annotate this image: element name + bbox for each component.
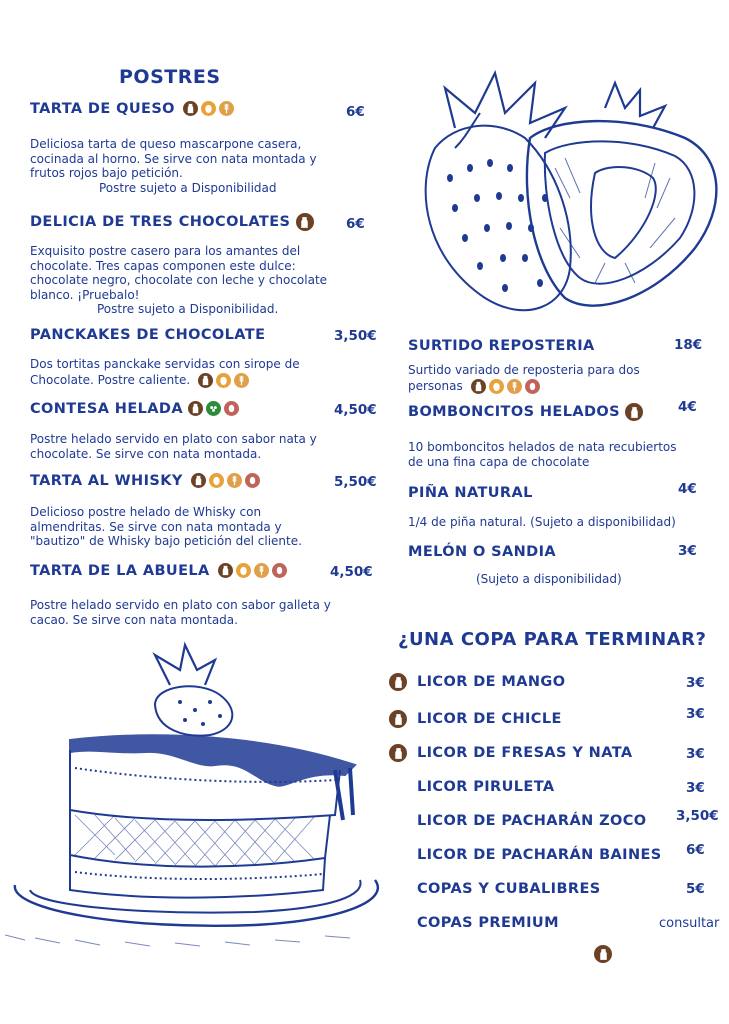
- item-name: PIÑA NATURAL: [408, 485, 533, 501]
- list-item: [388, 706, 728, 731]
- item-name: LICOR DE PACHARÁN ZOCO: [417, 813, 647, 829]
- milk-icon: [593, 944, 613, 964]
- milk-icon: [295, 212, 315, 232]
- egg-icon: [200, 100, 217, 117]
- item-price: 5,50€: [334, 474, 377, 490]
- section-title-postres: POSTRES: [119, 66, 221, 88]
- menu-item-pina-natural: [408, 481, 708, 502]
- menu-item-bomboncitos-helados: [408, 399, 708, 422]
- item-price: 3€: [686, 675, 705, 691]
- item-name: LICOR DE FRESAS Y NATA: [417, 745, 633, 761]
- allergen-icons: [217, 562, 288, 579]
- item-price: 3€: [686, 706, 705, 722]
- gluten-icon: [218, 100, 235, 117]
- cake-illustration: [5, 640, 395, 960]
- list-item: [388, 743, 728, 765]
- strawberry-illustration: [395, 68, 725, 330]
- gluten-icon: [253, 562, 270, 579]
- item-price: 3€: [686, 780, 705, 796]
- item-price: 4,50€: [330, 564, 373, 580]
- egg-icon: [208, 472, 225, 489]
- item-name: MELÓN O SANDIA: [408, 544, 556, 560]
- milk-icon: [624, 402, 644, 422]
- milk-icon: [187, 400, 204, 417]
- item-name: COPAS PREMIUM: [417, 915, 559, 931]
- item-description: Exquisito postre casero para los amantes del chocolate. Tres capas componen este dulce: chocolate negro, chocolate con leche y chocolate blanco. ¡Pruebalo! Postre sujeto a Disponibilidad.: [30, 244, 328, 316]
- item-price: 3€: [686, 746, 705, 762]
- item-price: 4,50€: [334, 402, 377, 418]
- allergen-icons: [470, 378, 541, 395]
- list-item: [388, 879, 728, 901]
- nut-icon: [223, 400, 240, 417]
- item-price: 6€: [686, 842, 705, 858]
- item-description: 1/4 de piña natural. (Sujeto a disponibilidad): [408, 515, 676, 529]
- milk-icon: [217, 562, 234, 579]
- gluten-icon: [226, 472, 243, 489]
- milk-icon: [197, 372, 214, 389]
- soy-icon: [205, 400, 222, 417]
- menu-item-tarta-de-queso: [30, 100, 370, 118]
- item-price: 18€: [674, 337, 703, 353]
- milk-icon: [190, 472, 207, 489]
- allergen-icons: [182, 100, 235, 117]
- egg-icon: [215, 372, 232, 389]
- item-name: LICOR DE MANGO: [417, 674, 566, 690]
- list-item: [388, 808, 728, 833]
- menu-item-melon-o-sandia: [408, 543, 708, 561]
- allergen-icons: [197, 372, 250, 389]
- list-item: [388, 672, 728, 694]
- menu-item-tarta-al-whisky: [30, 472, 375, 490]
- allergen-icons: [190, 472, 261, 489]
- milk-icon: [470, 378, 487, 395]
- nut-icon: [271, 562, 288, 579]
- item-name: DELICIA DE TRES CHOCOLATES: [30, 214, 291, 231]
- item-name: TARTA AL WHISKY: [30, 473, 183, 489]
- menu-item-surtido-reposteria: [408, 337, 708, 355]
- item-price: 4€: [678, 481, 697, 497]
- gluten-icon: [506, 378, 523, 395]
- item-price: 5€: [686, 881, 705, 897]
- menu-item-tarta-de-la-abuela: [30, 562, 375, 580]
- item-description: Delicioso postre helado de Whisky con almendritas. Se sirve con nata montada y "bautizo" de Whisky bajo petición del cliente.: [30, 505, 302, 548]
- item-name: CONTESA HELADA: [30, 401, 183, 417]
- item-price: 3€: [678, 543, 697, 559]
- menu-item-panckakes-chocolate: [30, 326, 375, 344]
- item-description: Deliciosa tarta de queso mascarpone casera, cocinada al horno. Se sirve con nata montada y frutos rojos bajo petición. Postre sujeto a Disponibilidad: [30, 137, 317, 195]
- item-description: Postre helado servido en plato con sabor galleta y cacao. Se sirve con nata montada.: [30, 598, 331, 627]
- item-price: 3,50€: [676, 808, 719, 824]
- list-item: [388, 913, 728, 935]
- egg-icon: [235, 562, 252, 579]
- menu-item-contesa-helada: [30, 400, 375, 418]
- item-price: consultar: [659, 916, 720, 931]
- item-name: LICOR PIRULETA: [417, 779, 555, 795]
- item-name: BOMBONCITOS HELADOS: [408, 404, 620, 421]
- item-name: COPAS Y CUBALIBRES: [417, 881, 601, 897]
- item-name: TARTA DE LA ABUELA: [30, 563, 210, 579]
- gluten-icon: [233, 372, 250, 389]
- list-item: [388, 777, 728, 799]
- item-price: 6€: [346, 104, 365, 120]
- item-name: LICOR DE PACHARÁN BAINES: [417, 847, 662, 863]
- item-note: (Sujeto a disponibilidad): [476, 572, 622, 586]
- allergen-icons: [295, 212, 315, 232]
- allergen-icons: [187, 400, 240, 417]
- nut-icon: [524, 378, 541, 395]
- item-name: TARTA DE QUESO: [30, 101, 175, 117]
- menu-item-delicia-tres-chocolates: [30, 212, 370, 232]
- section-title-copas: ¿UNA COPA PARA TERMINAR?: [398, 629, 707, 650]
- item-price: 3,50€: [334, 328, 377, 344]
- item-name: LICOR DE CHICLE: [417, 711, 562, 727]
- item-name: SURTIDO REPOSTERIA: [408, 338, 595, 354]
- item-description: 10 bomboncitos helados de nata recubiertos de una fina capa de chocolate: [408, 440, 677, 469]
- milk-icon: [182, 100, 199, 117]
- nut-icon: [244, 472, 261, 489]
- list-item: [388, 842, 728, 867]
- item-description: Surtido variado de reposteria para dos personas: [408, 363, 640, 393]
- item-price: 4€: [678, 399, 697, 415]
- item-description: Postre helado servido en plato con sabor nata y chocolate. Se sirve con nata montada.: [30, 432, 317, 461]
- egg-icon: [488, 378, 505, 395]
- item-name: PANCKAKES DE CHOCOLATE: [30, 327, 266, 343]
- item-description: Dos tortitas panckake servidas con sirope de Chocolate. Postre caliente.: [30, 357, 300, 387]
- item-price: 6€: [346, 216, 365, 232]
- allergen-icons: [624, 402, 644, 422]
